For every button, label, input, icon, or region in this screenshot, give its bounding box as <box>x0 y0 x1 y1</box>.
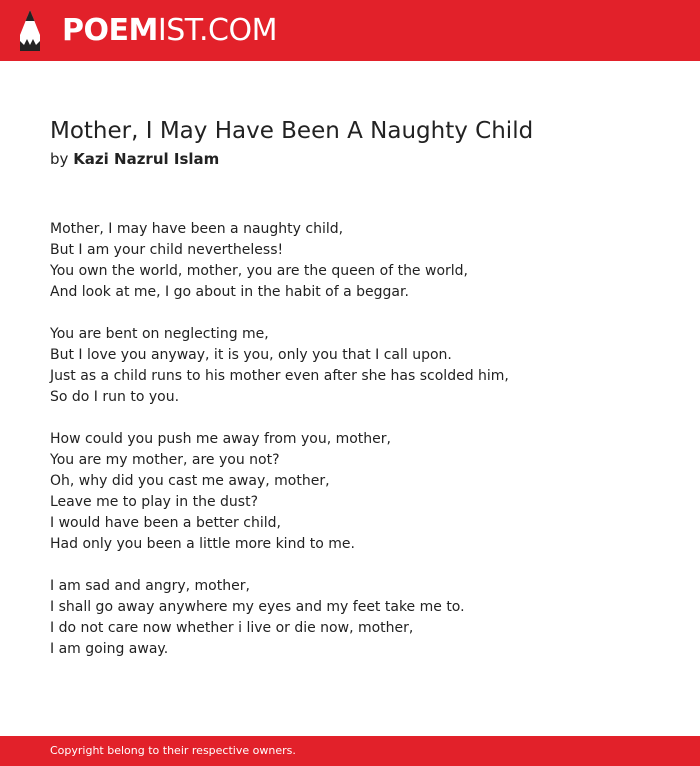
poem-line: And look at me, I go about in the habit of a beggar. <box>50 284 409 300</box>
poem-line: I am going away. <box>50 641 169 657</box>
poem-line: Mother, I may have been a naughty child, <box>50 221 344 237</box>
site-header <box>0 0 700 61</box>
poem-line: You own the world, mother, you are the queen of the world, <box>50 263 468 279</box>
poem-line: Oh, why did you cast me away, mother, <box>50 473 330 489</box>
poem-line: I am sad and angry, mother, <box>50 578 250 594</box>
poem-line: Just as a child runs to his mother even after she has scolded him, <box>50 368 509 384</box>
stanza <box>50 324 670 408</box>
logo-bold-text: POEM <box>62 13 158 48</box>
poem-line: But I am your child nevertheless! <box>50 242 284 258</box>
author-name: Kazi Nazrul Islam <box>73 150 220 168</box>
poem-line: I would have been a better child, <box>50 515 281 531</box>
poem-line: But I love you anyway, it is you, only you that I call upon. <box>50 347 452 363</box>
byline <box>50 149 219 169</box>
poem-line: You are bent on neglecting me, <box>50 326 269 342</box>
site-footer <box>0 736 700 766</box>
poem-line: So do I run to you. <box>50 389 180 405</box>
stanza <box>50 219 670 303</box>
poem-line: How could you push me away from you, mother, <box>50 431 391 447</box>
copyright-notice: Copyright belong to their respective owners. <box>50 744 296 757</box>
pencil-tip-icon[interactable] <box>16 9 44 53</box>
stanza <box>50 576 670 660</box>
site-logo[interactable] <box>62 13 277 49</box>
poem-line: Leave me to play in the dust? <box>50 494 259 510</box>
logo-light-text: IST.COM <box>157 13 277 48</box>
stanza <box>50 429 670 555</box>
poem-title: Mother, I May Have Been A Naughty Child <box>50 118 534 144</box>
poem-line: You are my mother, are you not? <box>50 452 280 468</box>
poem-line: I do not care now whether i live or die now, mother, <box>50 620 414 636</box>
poem-line: I shall go away anywhere my eyes and my feet take me to. <box>50 599 465 615</box>
byline-prefix: by <box>50 150 69 168</box>
poem-line: Had only you been a little more kind to me. <box>50 536 355 552</box>
poem-body <box>50 219 670 681</box>
